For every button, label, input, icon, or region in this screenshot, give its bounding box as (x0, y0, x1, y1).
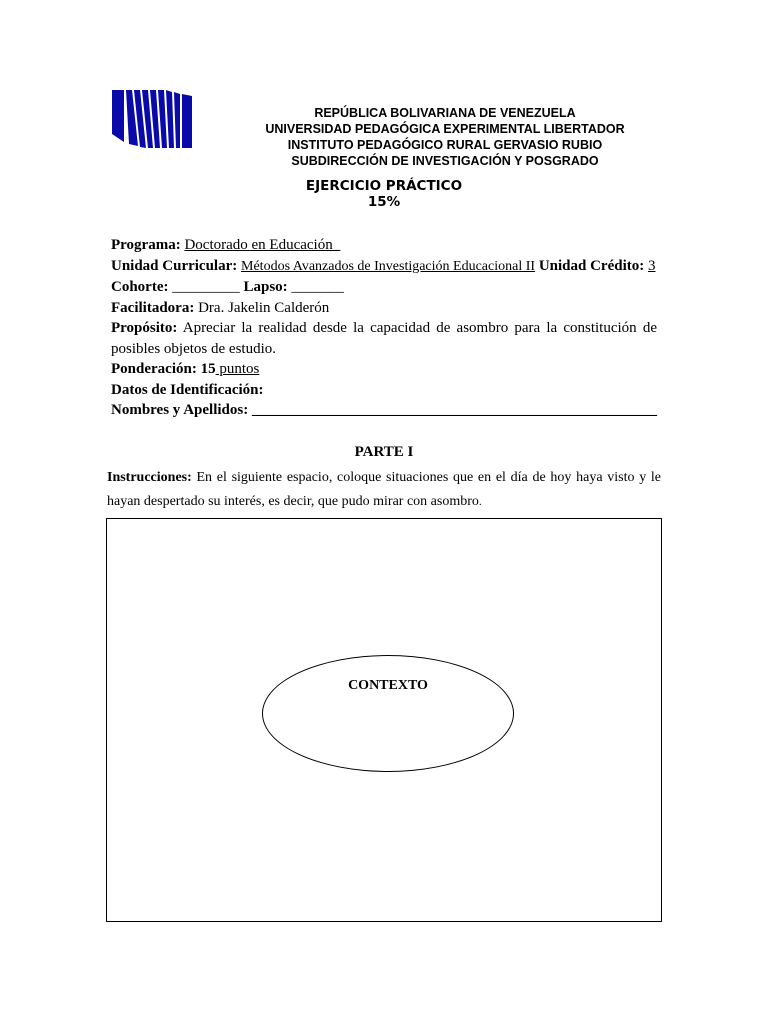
instructions-label: Instrucciones: (107, 470, 192, 485)
institution-header (200, 105, 690, 169)
nombres-blank: ______________________________________________________ (251, 402, 657, 418)
facilitadora-label: Facilitadora: (111, 299, 195, 316)
credito-label: Unidad Crédito: (538, 257, 645, 274)
programa-value: Doctorado en Educación_ (184, 237, 341, 253)
unidad-label: Unidad Curricular: (111, 257, 238, 274)
answer-box[interactable] (106, 518, 662, 922)
context-label: CONTEXTO (348, 678, 428, 693)
nombres-label: Nombres y Apellidos: (111, 402, 249, 418)
title-line-1: EJERCICIO PRÁCTICO (305, 178, 463, 194)
document-title (234, 178, 534, 210)
cohorte-blank: _________ (172, 279, 240, 295)
unidad-value: Métodos Avanzados de Investigación Educacional II (241, 258, 536, 274)
cohorte-label: Cohorte: (111, 279, 169, 295)
programa-row (111, 235, 657, 256)
instructions (107, 466, 661, 514)
proposito-label: Propósito: (111, 320, 178, 336)
context-ellipse (262, 655, 514, 772)
header-line-4: SUBDIRECCIÓN DE INVESTIGACIÓN Y POSGRADO (291, 154, 599, 168)
ponderacion-value: puntos (215, 361, 260, 377)
header-line-3: INSTITUTO PEDAGÓGICO RURAL GERVASIO RUBIO (287, 138, 603, 152)
proposito-row (111, 318, 657, 359)
lapso-blank: _______ (291, 279, 344, 295)
ponderacion-label: Ponderación: 15 (111, 361, 216, 377)
nombres-row (111, 400, 657, 421)
datos-label: Datos de Identificación: (111, 381, 264, 398)
cohorte-row (111, 277, 657, 298)
credito-value: 3 (648, 257, 656, 274)
datos-row (111, 380, 657, 401)
ponderacion-row (111, 359, 657, 380)
header-line-1: REPÚBLICA BOLIVARIANA DE VENEZUELA (314, 106, 576, 120)
facilitadora-row (111, 298, 657, 319)
header-line-2: UNIVERSIDAD PEDAGÓGICA EXPERIMENTAL LIBERTADOR (265, 122, 625, 136)
instructions-period: . (478, 496, 482, 508)
facilitadora-value: Dra. Jakelin Calderón (198, 299, 330, 316)
course-info (111, 235, 657, 421)
unidad-row (111, 256, 657, 278)
lapso-label: Lapso: (243, 279, 288, 295)
upel-logo-icon (112, 90, 192, 150)
instructions-text: En el siguiente espacio, coloque situaciones que en el día de hoy haya visto y le hayan despertado su interés, es decir, que pudo mirar con asombro (107, 470, 662, 509)
proposito-value: Apreciar la realidad desde la capacidad de asombro para la constitución de posibles objetos de estudio. (111, 320, 657, 357)
section-heading: PARTE I (354, 444, 414, 460)
programa-label: Programa: (111, 237, 181, 253)
title-percentage: 15% (367, 194, 401, 210)
